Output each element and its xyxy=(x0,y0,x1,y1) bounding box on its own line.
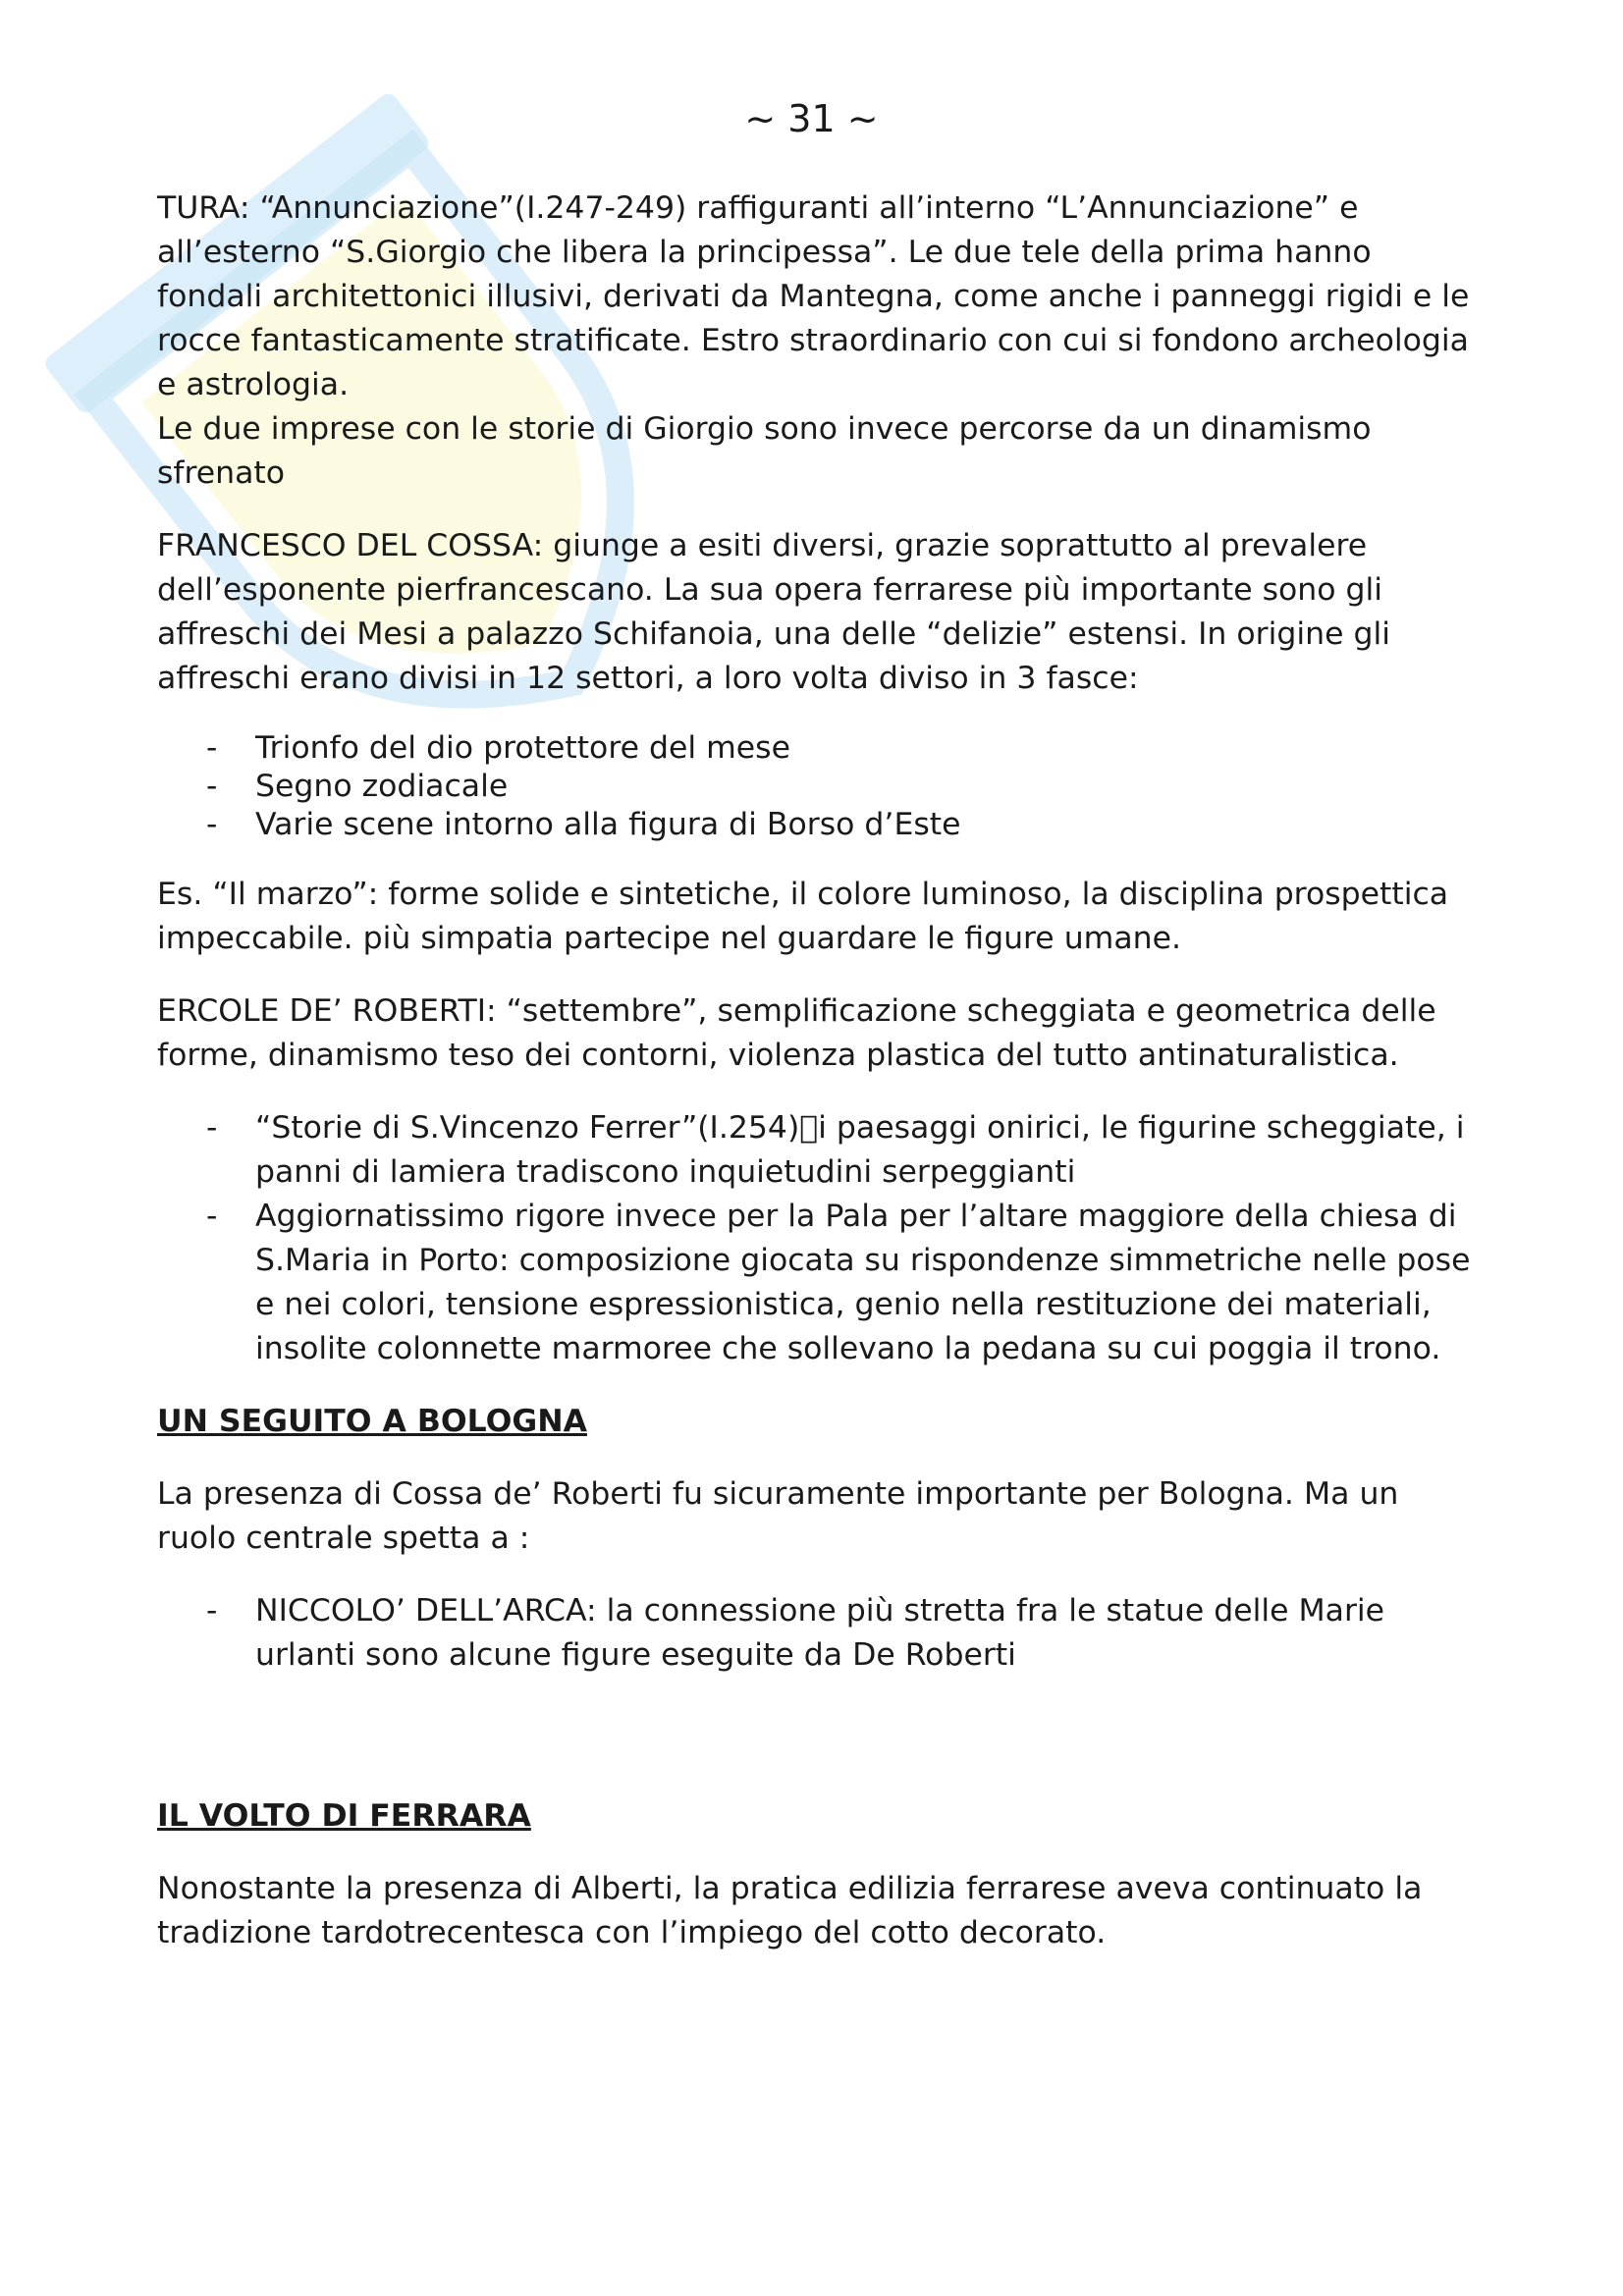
paragraph-bologna: La presenza di Cossa de’ Roberti fu sicuramente importante per Bologna. Ma un ruolo centrale spetta a : xyxy=(157,1476,1399,1556)
heading-ferrara: IL VOLTO DI FERRARA xyxy=(157,1798,531,1834)
list-item: - Segno zodiacale xyxy=(206,769,509,804)
list-item: - “Storie di S.Vincenzo Ferrer”(I.254) i paesaggi onirici, le figurine scheggiate, i panni di lamiera tradiscono inquietudini serpeggianti xyxy=(206,1110,1465,1190)
paragraph-roberti: ERCOLE DE’ ROBERTI: “settembre”, semplificazione scheggiata e geometrica delle forme, dinamismo teso dei contorni, violenza plastica del tutto antinaturalistica. xyxy=(157,993,1436,1073)
list-item: - Aggiornatissimo rigore invece per la Pala per l’altare maggiore della chiesa di S.Maria in Porto: composizione giocata su rispondenze simmetriche nelle pose e nei colori, tensione espressionistica, genio nella restituzione dei materiali, insolite colonnette marmoree che sollevano la pedana su cui poggia il trono. xyxy=(206,1199,1471,1366)
list-fasce xyxy=(157,729,1483,844)
list-item: - NICCOLO’ DELL’ARCA: la connessione più stretta fra le statue delle Marie urlanti sono alcune figure eseguite da De Roberti xyxy=(206,1593,1385,1673)
paragraph-tura-continued: Le due imprese con le storie di Giorgio sono invece percorse da un dinamismo sfrenato xyxy=(157,411,1372,491)
list-item: - Trionfo del dio protettore del mese xyxy=(206,730,790,766)
paragraph-ferrara: Nonostante la presenza di Alberti, la pratica edilizia ferrarese aveva continuato la tradizione tardotrecentesca con l’impiego del cotto decorato. xyxy=(157,1871,1423,1950)
list-item: - Varie scene intorno alla figura di Borso d’Este xyxy=(206,807,961,842)
paragraph-tura: TURA: “Annunciazione”(I.247-249) raffiguranti all’interno “L’Annunciazione” e all’esterno “S.Giorgio che libera la principessa”. Le due tele della prima hanno fondali architettonici illusivi, derivati da Mantegna, come anche i panneggi rigidi e le rocce fantasticamente stratificate. Estro straordinario con cui si fondono archeologia e astrologia. xyxy=(157,190,1470,402)
paragraph-cossa: FRANCESCO DEL COSSA: giunge a esiti diversi, grazie soprattutto al prevalere dell’esponente pierfrancescano. La sua opera ferrarese più importante sono gli affreschi dei Mesi a palazzo Schifanoia, una delle “delizie” estensi. In origine gli affreschi erano divisi in 12 settori, a loro volta diviso in 3 fasce: xyxy=(157,528,1390,696)
document-body xyxy=(157,187,1483,1984)
list-roberti-works xyxy=(157,1106,1483,1371)
page-number: ~ 31 ~ xyxy=(744,97,879,140)
paragraph-marzo: Es. “Il marzo”: forme solide e sintetiche, il colore luminoso, la disciplina prospettica impeccabile. più simpatia partecipe nel guardare le figure umane. xyxy=(157,877,1449,956)
heading-bologna: UN SEGUITO A BOLOGNA xyxy=(157,1404,587,1439)
list-bologna-artists xyxy=(157,1589,1483,1678)
